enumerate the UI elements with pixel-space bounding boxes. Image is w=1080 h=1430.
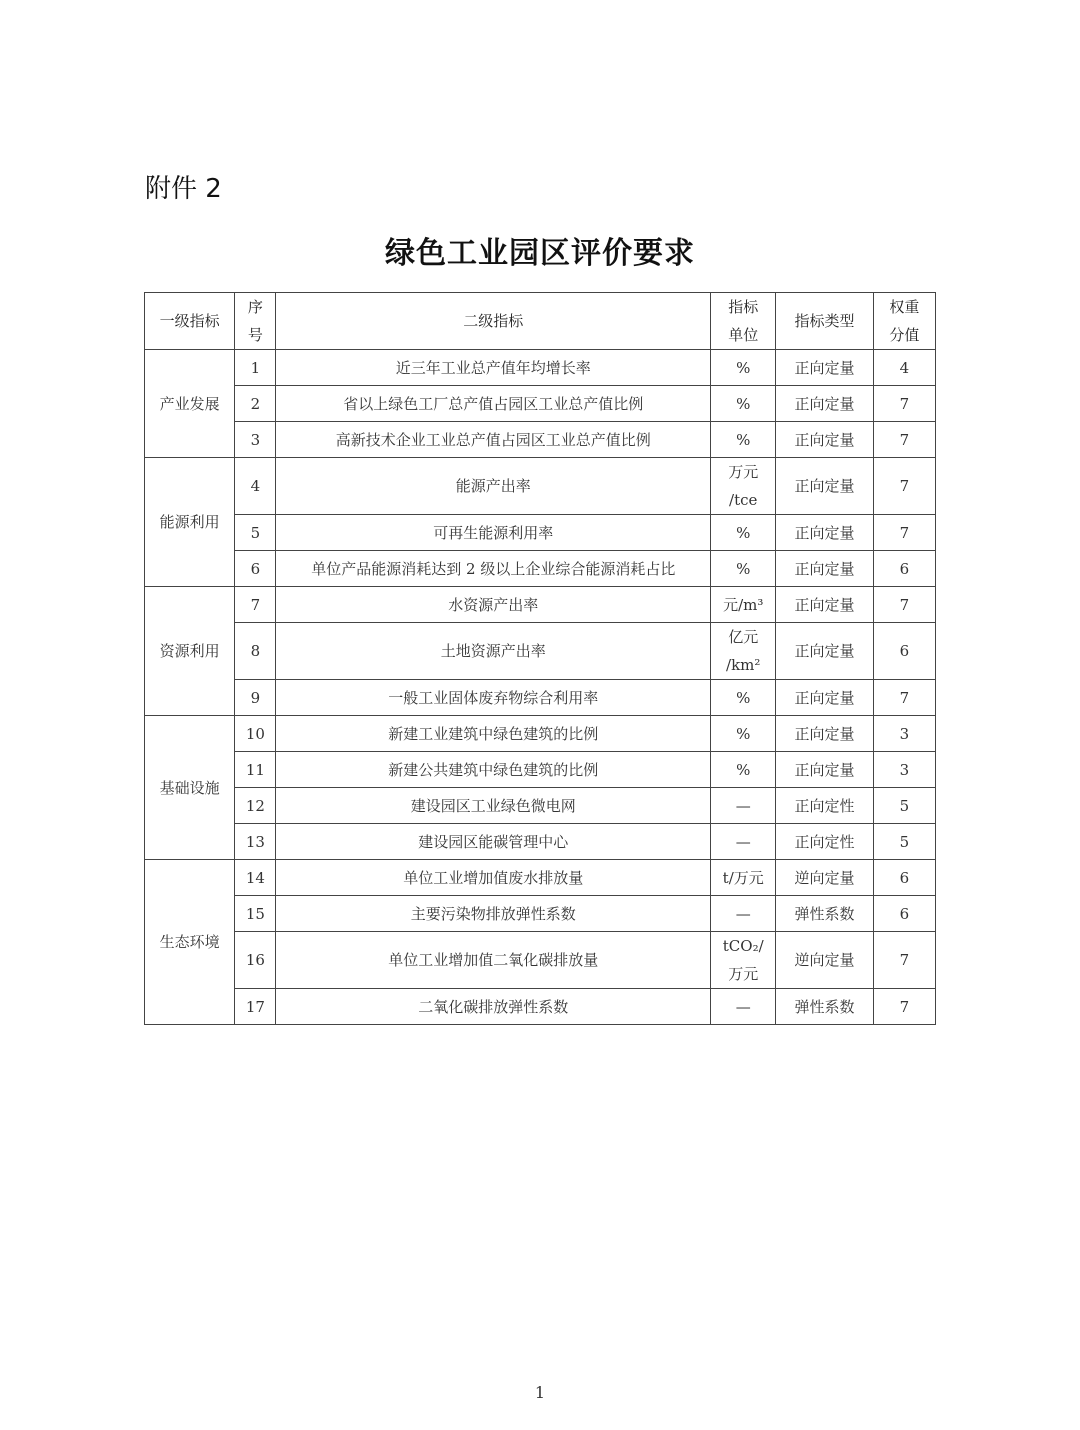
seq-cell: 15 xyxy=(235,896,276,932)
type-cell: 正向定量 xyxy=(776,458,873,515)
unit-cell: % xyxy=(711,350,776,386)
table-row xyxy=(145,896,936,932)
table-row xyxy=(145,788,936,824)
weight-cell: 7 xyxy=(873,680,935,716)
seq-cell: 8 xyxy=(235,623,276,680)
group-cell: 基础设施 xyxy=(145,716,235,860)
type-cell: 正向定量 xyxy=(776,752,873,788)
seq-cell: 5 xyxy=(235,515,276,551)
seq-cell: 2 xyxy=(235,386,276,422)
table-row xyxy=(145,860,936,896)
seq-cell: 14 xyxy=(235,860,276,896)
header-unit-line2: 单位 xyxy=(728,326,759,344)
type-cell: 正向定量 xyxy=(776,350,873,386)
unit-cell xyxy=(711,623,776,680)
unit-cell: % xyxy=(711,680,776,716)
unit-line2: /tce xyxy=(729,491,758,509)
indicator-cell: 土地资源产出率 xyxy=(276,623,711,680)
type-cell: 正向定量 xyxy=(776,422,873,458)
table-row xyxy=(145,623,936,680)
seq-cell: 1 xyxy=(235,350,276,386)
table-row xyxy=(145,824,936,860)
type-cell: 正向定量 xyxy=(776,551,873,587)
table-row xyxy=(145,680,936,716)
header-weight xyxy=(873,293,935,350)
unit-cell: t/万元 xyxy=(711,860,776,896)
unit-line1: 亿元 xyxy=(728,628,759,646)
unit-cell: 元/m³ xyxy=(711,587,776,623)
indicator-cell: 单位产品能源消耗达到 2 级以上企业综合能源消耗占比 xyxy=(276,551,711,587)
table-row xyxy=(145,386,936,422)
weight-cell: 7 xyxy=(873,386,935,422)
unit-cell: — xyxy=(711,896,776,932)
header-seq-line2: 号 xyxy=(247,326,263,344)
indicator-cell: 二氧化碳排放弹性系数 xyxy=(276,989,711,1025)
weight-cell: 5 xyxy=(873,824,935,860)
header-level1: 一级指标 xyxy=(145,293,235,350)
type-cell: 弹性系数 xyxy=(776,989,873,1025)
indicator-cell: 主要污染物排放弹性系数 xyxy=(276,896,711,932)
type-cell: 逆向定量 xyxy=(776,932,873,989)
weight-cell: 6 xyxy=(873,860,935,896)
unit-line1: 万元 xyxy=(728,463,759,481)
weight-cell: 6 xyxy=(873,551,935,587)
group-cell: 资源利用 xyxy=(145,587,235,716)
group-cell: 能源利用 xyxy=(145,458,235,587)
seq-cell: 13 xyxy=(235,824,276,860)
weight-cell: 7 xyxy=(873,515,935,551)
header-weight-line1: 权重 xyxy=(889,298,920,316)
indicator-cell: 建设园区能碳管理中心 xyxy=(276,824,711,860)
table-row xyxy=(145,422,936,458)
type-cell: 正向定量 xyxy=(776,716,873,752)
seq-cell: 11 xyxy=(235,752,276,788)
indicator-cell: 高新技术企业工业总产值占园区工业总产值比例 xyxy=(276,422,711,458)
indicator-cell: 能源产出率 xyxy=(276,458,711,515)
header-seq xyxy=(235,293,276,350)
type-cell: 正向定量 xyxy=(776,386,873,422)
unit-cell: % xyxy=(711,551,776,587)
unit-cell xyxy=(711,932,776,989)
unit-cell: % xyxy=(711,515,776,551)
header-unit xyxy=(711,293,776,350)
seq-cell: 9 xyxy=(235,680,276,716)
indicator-cell: 省以上绿色工厂总产值占园区工业总产值比例 xyxy=(276,386,711,422)
type-cell: 正向定性 xyxy=(776,788,873,824)
indicator-cell: 单位工业增加值二氧化碳排放量 xyxy=(276,932,711,989)
type-cell: 弹性系数 xyxy=(776,896,873,932)
indicator-cell: 新建工业建筑中绿色建筑的比例 xyxy=(276,716,711,752)
table-row xyxy=(145,458,936,515)
weight-cell: 6 xyxy=(873,623,935,680)
page-number: 1 xyxy=(534,1383,546,1402)
table-row xyxy=(145,587,936,623)
unit-cell: % xyxy=(711,422,776,458)
unit-line1: tCO₂/ xyxy=(722,937,764,955)
seq-cell: 7 xyxy=(235,587,276,623)
document-title: 绿色工业园区评价要求 xyxy=(385,236,695,271)
unit-line2: /km² xyxy=(726,656,761,674)
indicator-cell: 一般工业固体废弃物综合利用率 xyxy=(276,680,711,716)
table-row xyxy=(145,515,936,551)
weight-cell: 7 xyxy=(873,458,935,515)
type-cell: 正向定量 xyxy=(776,680,873,716)
seq-cell: 10 xyxy=(235,716,276,752)
seq-cell: 16 xyxy=(235,932,276,989)
indicator-cell: 近三年工业总产值年均增长率 xyxy=(276,350,711,386)
header-level2: 二级指标 xyxy=(276,293,711,350)
weight-cell: 6 xyxy=(873,896,935,932)
table-row xyxy=(145,551,936,587)
table-row xyxy=(145,350,936,386)
header-weight-line2: 分值 xyxy=(889,326,920,344)
weight-cell: 7 xyxy=(873,587,935,623)
unit-cell: % xyxy=(711,716,776,752)
unit-cell: — xyxy=(711,788,776,824)
table-row xyxy=(145,716,936,752)
type-cell: 逆向定量 xyxy=(776,860,873,896)
seq-cell: 6 xyxy=(235,551,276,587)
indicator-cell: 可再生能源利用率 xyxy=(276,515,711,551)
indicator-cell: 新建公共建筑中绿色建筑的比例 xyxy=(276,752,711,788)
weight-cell: 7 xyxy=(873,932,935,989)
weight-cell: 4 xyxy=(873,350,935,386)
type-cell: 正向定性 xyxy=(776,824,873,860)
header-unit-line1: 指标 xyxy=(728,298,759,316)
seq-cell: 17 xyxy=(235,989,276,1025)
attachment-label: 附件 2 xyxy=(145,174,222,204)
weight-cell: 5 xyxy=(873,788,935,824)
table-row xyxy=(145,989,936,1025)
seq-cell: 3 xyxy=(235,422,276,458)
seq-cell: 12 xyxy=(235,788,276,824)
header-type: 指标类型 xyxy=(776,293,873,350)
weight-cell: 7 xyxy=(873,422,935,458)
indicator-cell: 建设园区工业绿色微电网 xyxy=(276,788,711,824)
unit-cell: — xyxy=(711,824,776,860)
type-cell: 正向定量 xyxy=(776,587,873,623)
weight-cell: 3 xyxy=(873,716,935,752)
table-row xyxy=(145,752,936,788)
unit-cell xyxy=(711,458,776,515)
type-cell: 正向定量 xyxy=(776,515,873,551)
table-header-row xyxy=(145,293,936,350)
header-seq-line1: 序 xyxy=(247,298,263,316)
unit-cell: % xyxy=(711,386,776,422)
unit-line2: 万元 xyxy=(728,965,759,983)
seq-cell: 4 xyxy=(235,458,276,515)
group-cell: 产业发展 xyxy=(145,350,235,458)
table-row xyxy=(145,932,936,989)
group-cell: 生态环境 xyxy=(145,860,235,1025)
type-cell: 正向定量 xyxy=(776,623,873,680)
evaluation-table xyxy=(144,292,936,1025)
indicator-cell: 单位工业增加值废水排放量 xyxy=(276,860,711,896)
unit-cell: % xyxy=(711,752,776,788)
weight-cell: 3 xyxy=(873,752,935,788)
indicator-cell: 水资源产出率 xyxy=(276,587,711,623)
unit-cell: — xyxy=(711,989,776,1025)
weight-cell: 7 xyxy=(873,989,935,1025)
